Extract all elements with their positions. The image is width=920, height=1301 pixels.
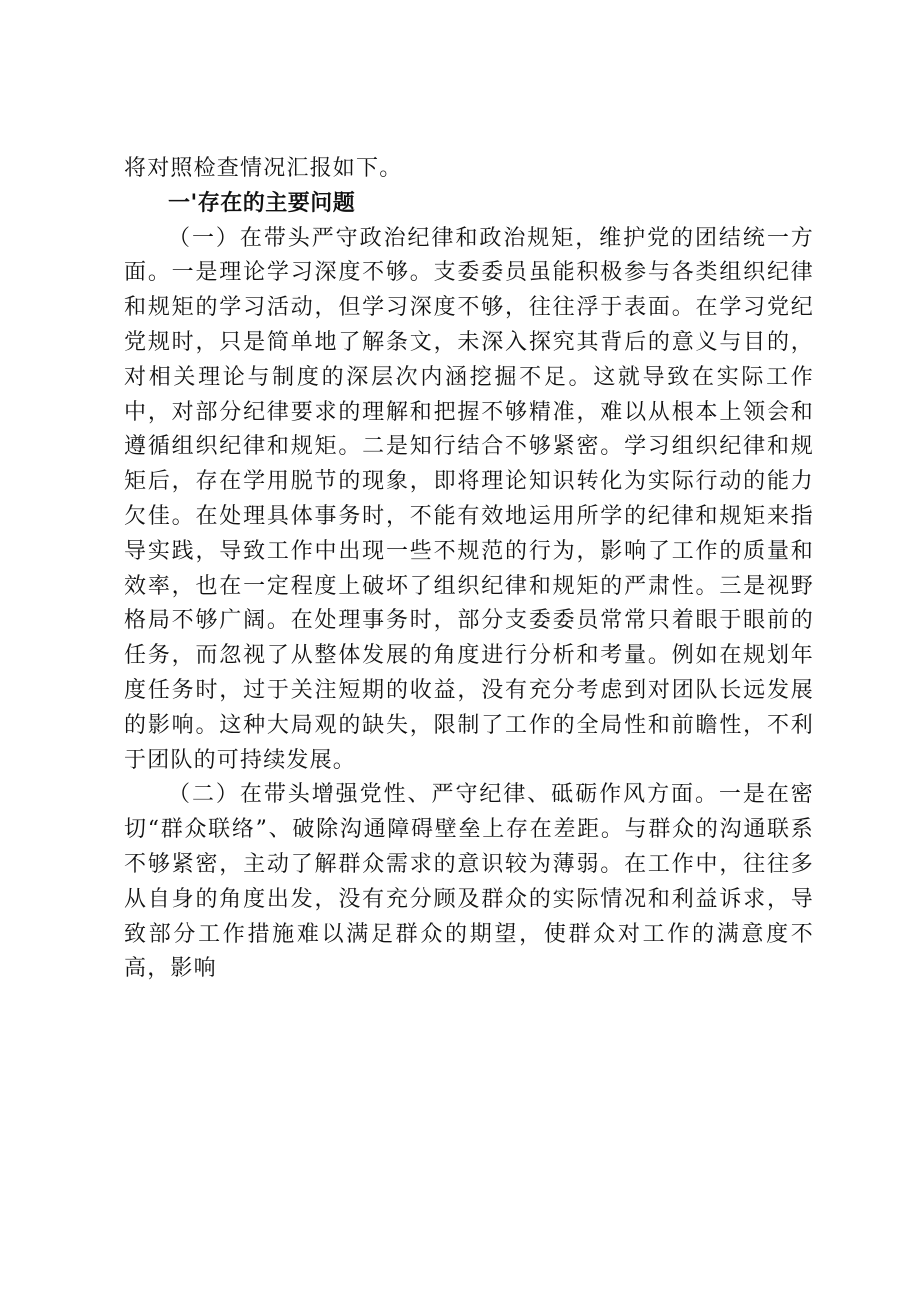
intro-line: 将对照检查情况汇报如下。 xyxy=(124,156,403,181)
paragraph-1: （一）在带头严守政治纪律和政治规矩，维护党的团结统一方面。一是理论学习深度不够。支委委员虽能积极参与各类组织纪律和规矩的学习活动，但学习深度不够，往往浮于表面。在学习党纪党规时，只是简单地了解条文，未深入探究其背后的意义与目的，对相关理论与制度的深层次内涵挖掘不足。这就导致在实际工作中，对部分纪律要求的理解和把握不够精准，难以从根本上领会和遵循组织纪律和规矩。二是知行结合不够紧密。学习组织纪律和规矩后，存在学用脱节的现象，即将理论知识转化为实际行动的能力欠佳。在处理具体事务时，不能有效地运用所学的纪律和规矩来指导实践，导致工作中出现一些不规范的行为，影响了工作的质量和效率，也在一定程度上破坏了组织纪律和规矩的严肃性。三是视野格局不够广阔。在处理事务时，部分支委委员常常只着眼于眼前的任务，而忽视了从整体发展的角度进行分析和考量。例如在规划年度任务时，过于关注短期的收益，没有充分考虑到对团队长远发展的影响。这种大局观的缺失，限制了工作的全局性和前瞻性，不利于团队的可持续发展。 xyxy=(124,225,814,773)
document-body xyxy=(124,152,814,987)
paragraph-2: （二）在带头增强党性、严守纪律、砥砺作风方面。一是在密切“群众联络”、破除沟通障碍壁垒上存在差距。与群众的沟通联系不够紧密，主动了解群众需求的意识较为薄弱。在工作中，往往多从自身的角度出发，没有充分顾及群众的实际情况和利益诉求，导致部分工作措施难以满足群众的期望，使群众对工作的满意度不高，影响 xyxy=(124,782,814,982)
section-heading: 一'存在的主要问题 xyxy=(168,190,356,216)
